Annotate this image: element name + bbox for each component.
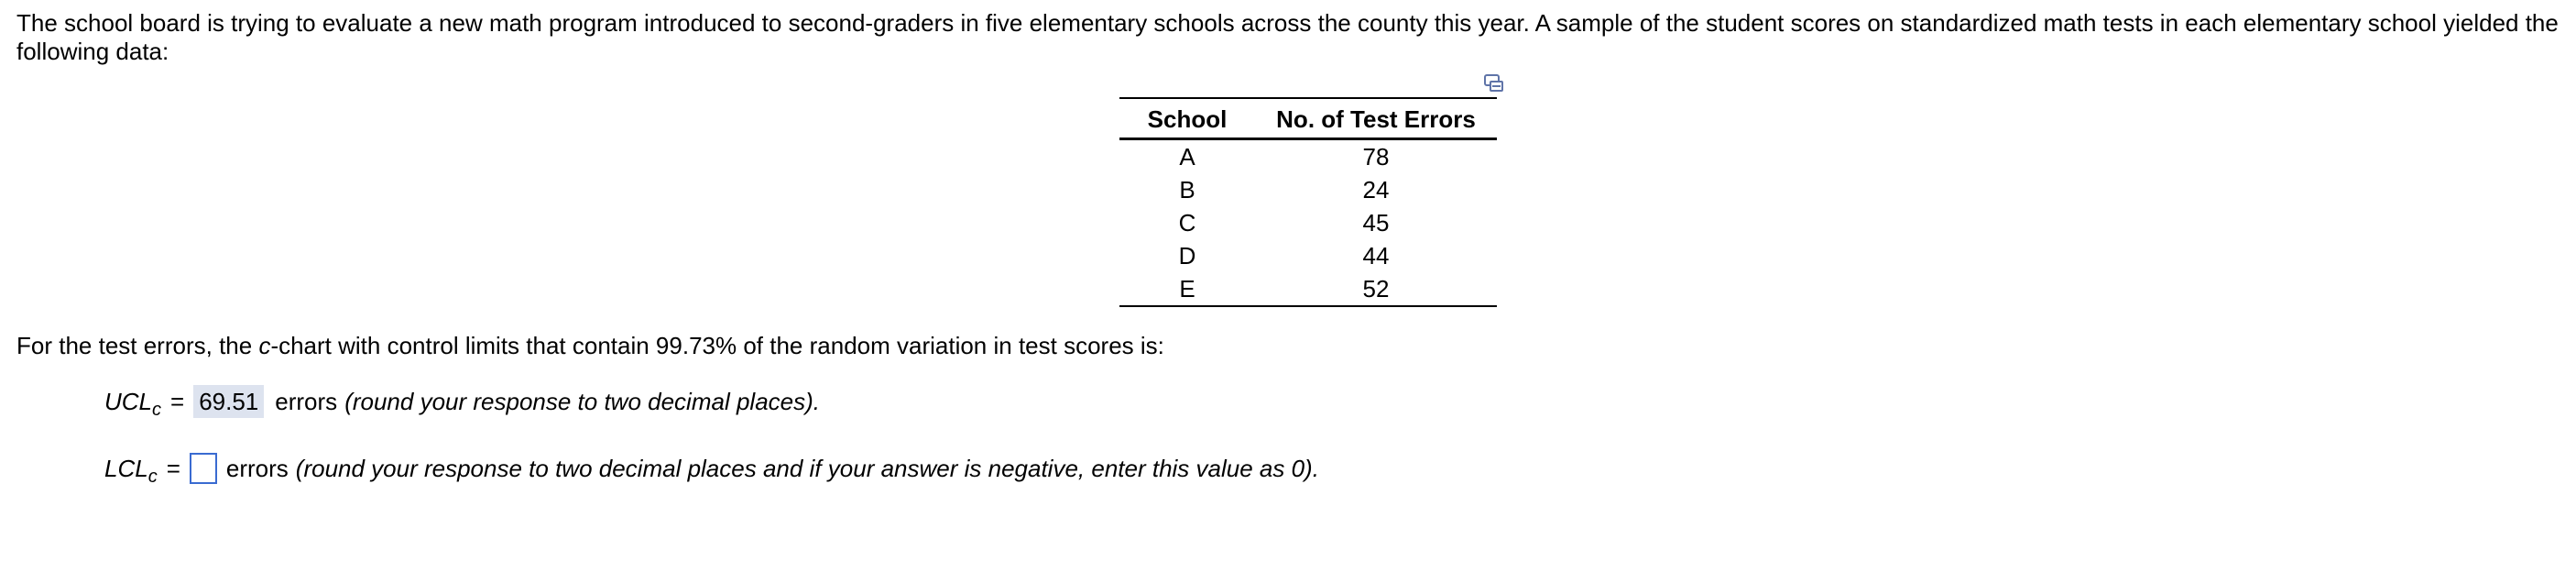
- question-suffix: -chart with control limits that contain 99.73% of the random variation in test scores is:: [270, 332, 1164, 359]
- column-header-school: School: [1119, 98, 1255, 139]
- cell-errors: 24: [1362, 175, 1390, 204]
- cell-school: E: [1119, 272, 1255, 306]
- ucl-unit: errors: [275, 387, 338, 415]
- question-chart-name: c: [258, 332, 271, 359]
- cell-errors: 78: [1362, 142, 1390, 170]
- lcl-subscript: c: [147, 466, 158, 487]
- copy-table-icon[interactable]: [1484, 73, 1504, 94]
- table-row: [1119, 173, 1497, 206]
- cell-errors: 44: [1362, 241, 1390, 270]
- ucl-answer-field[interactable]: 69.51: [193, 385, 264, 418]
- cell-school: D: [1178, 241, 1196, 270]
- test-errors-table: [1119, 97, 1497, 307]
- cell-errors: 45: [1362, 208, 1390, 236]
- lcl-equals: =: [166, 454, 180, 482]
- lcl-answer-input[interactable]: [190, 453, 217, 484]
- problem-intro: The school board is trying to evaluate a new math program introduced to second-graders in five elementary schools across the county this year. A sample of the student scores on standardized math tests in each elementary school yielded the following data:: [16, 9, 2559, 65]
- question-text: [16, 332, 1164, 360]
- question-prefix: For the test errors, the: [16, 332, 259, 359]
- table-row: [1119, 272, 1497, 306]
- ucl-label: $UCL_c$: [104, 387, 162, 420]
- data-table-container: [1119, 97, 1497, 307]
- lcl-label: $LCL_c$: [104, 454, 158, 487]
- ucl-answer-row: [104, 385, 820, 418]
- table-header-row: [1119, 98, 1497, 139]
- table-row: [1119, 206, 1497, 239]
- cell-school: A: [1179, 142, 1195, 170]
- ucl-equals: =: [170, 387, 185, 415]
- column-header-errors: No. of Test Errors: [1255, 98, 1497, 139]
- table-row: [1119, 239, 1497, 272]
- table-row: [1119, 139, 1497, 174]
- lcl-instruction: (round your response to two decimal places and if your answer is negative, enter this value as 0).: [295, 454, 1319, 482]
- cell-school: B: [1179, 175, 1195, 204]
- cell-errors: 52: [1255, 272, 1497, 306]
- ucl-instruction: (round your response to two decimal places).: [344, 387, 820, 415]
- cell-school: C: [1178, 208, 1196, 236]
- lcl-unit: errors: [225, 454, 289, 482]
- lcl-answer-row: [104, 453, 1319, 487]
- ucl-subscript: c: [152, 399, 162, 420]
